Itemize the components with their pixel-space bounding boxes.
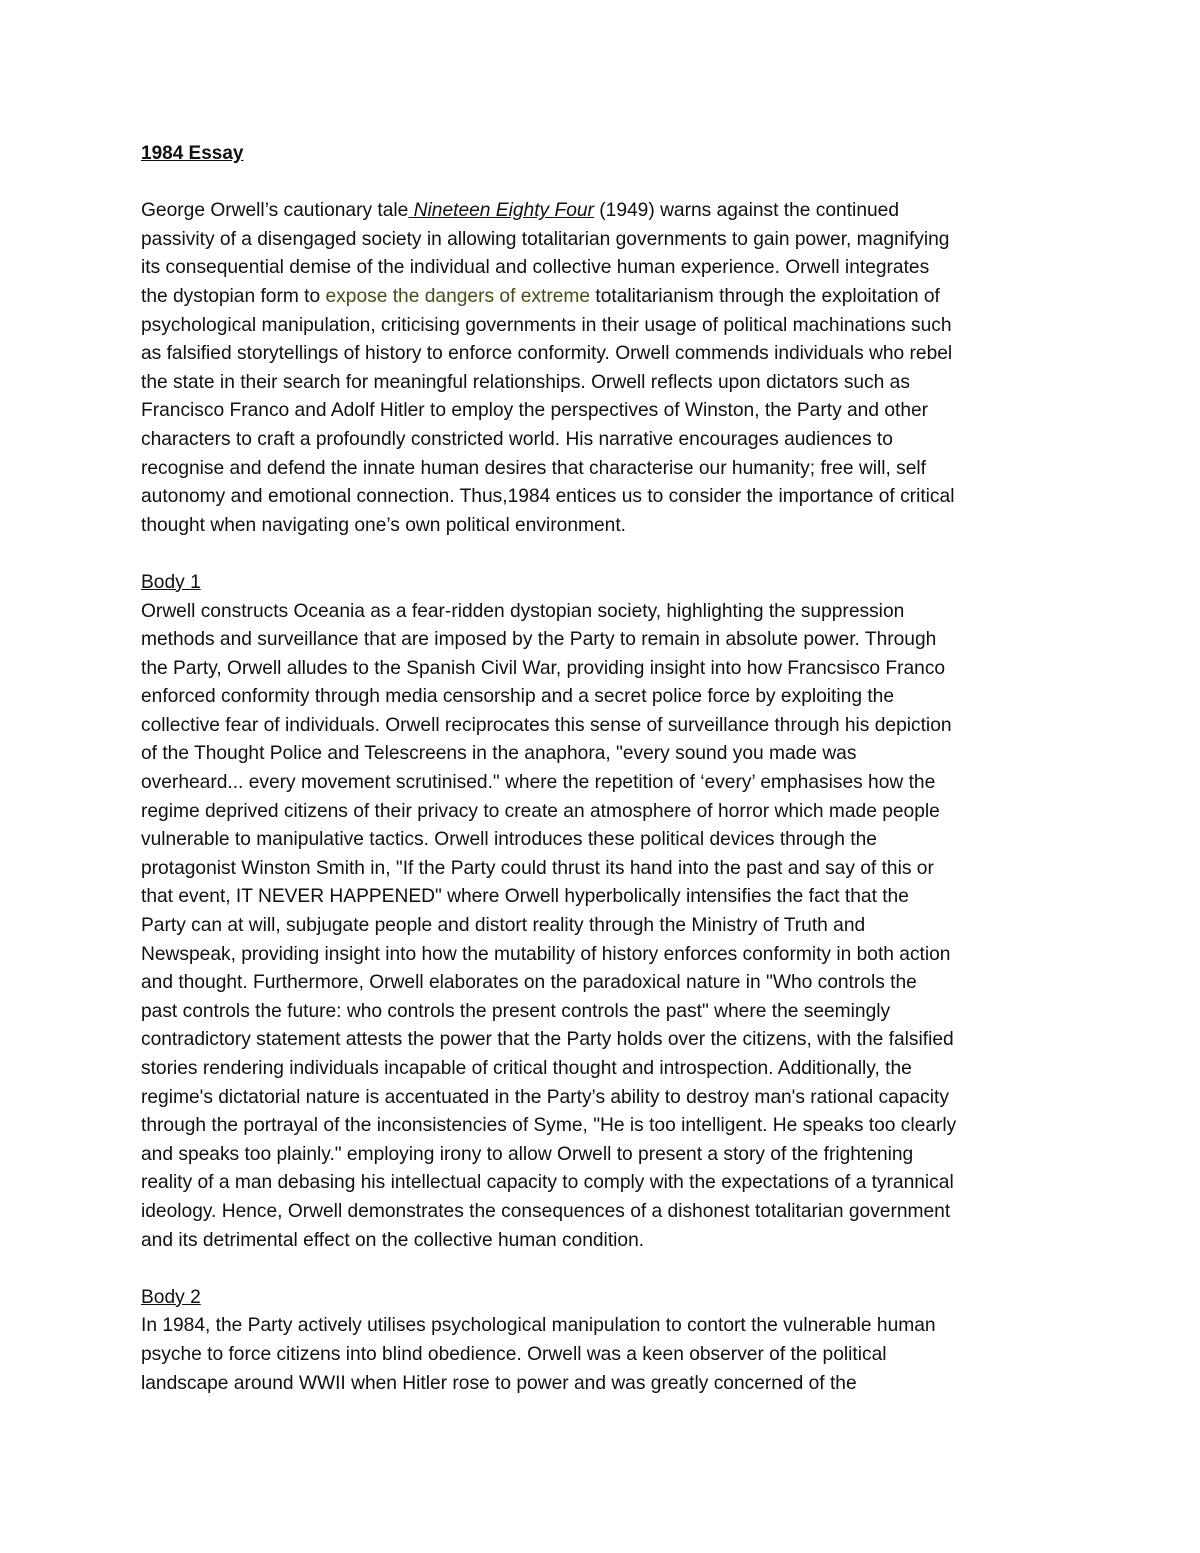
body-1-paragraph	[141, 598, 1071, 1256]
body-1-heading: Body 1	[141, 571, 201, 593]
paragraph-line: regime deprived citizens of their privacy to create an atmosphere of horror which made people	[141, 800, 940, 822]
paragraph-line: overheard... every movement scrutinised." where the repetition of ‘every’ emphasises how the	[141, 772, 936, 794]
paragraph-line: protagonist Winston Smith in, "If the Party could thrust its hand into the past and say of this or	[141, 857, 934, 879]
intro-line-5: psychological manipulation, criticising governments in their usage of political machinations such	[141, 314, 952, 336]
essay-title: 1984 Essay	[141, 143, 244, 164]
intro-text: the dystopian form to	[141, 285, 326, 307]
paragraph-line: methods and surveillance that are imposed by the Party to remain in absolute power. Through	[141, 629, 937, 651]
paragraph-line: Party can at will, subjugate people and distort reality through the Ministry of Truth and	[141, 915, 866, 937]
highlighted-text: expose the dangers of extreme	[325, 285, 591, 307]
blank-line	[141, 540, 1071, 569]
intro-line-12: thought when navigating one’s own political environment.	[141, 514, 626, 536]
paragraph-line: vulnerable to manipulative tactics. Orwell introduces these political devices through the	[141, 829, 877, 851]
paragraph-line: past controls the future: who controls the present controls the past" where the seemingly	[141, 1000, 891, 1022]
paragraph-line: the Party, Orwell alludes to the Spanish Civil War, providing insight into how Francsisco Franco	[141, 657, 946, 679]
paragraph-line: Orwell constructs Oceania as a fear-ridden dystopian society, highlighting the suppression	[141, 600, 905, 622]
paragraph-line: regime's dictatorial nature is accentuated in the Party’s ability to destroy man's rational capacity	[141, 1086, 949, 1108]
paragraph-line: and thought. Furthermore, Orwell elaborates on the paradoxical nature in "Who controls the	[141, 972, 917, 994]
intro-line-10: recognise and defend the innate human desires that characterise our humanity; free will, self	[141, 457, 927, 479]
intro-line-1	[141, 197, 1071, 226]
paragraph-line: reality of a man debasing his intellectual capacity to comply with the expectations of a tyrannical	[141, 1172, 954, 1194]
intro-line-8: Francisco Franco and Adolf Hitler to employ the perspectives of Winston, the Party and other	[141, 400, 929, 422]
intro-line-7: the state in their search for meaningful relationships. Orwell reflects upon dictators such as	[141, 371, 910, 393]
blank-line	[141, 1255, 1071, 1284]
paragraph-line: In 1984, the Party actively utilises psychological manipulation to contort the vulnerable human	[141, 1315, 936, 1337]
intro-paragraph	[141, 197, 1071, 540]
paragraph-line: of the Thought Police and Telescreens in the anaphora, "every sound you made was	[141, 743, 857, 765]
blank-line	[141, 169, 1071, 198]
paragraph-line: enforced conformity through media censorship and a secret police force by exploiting the	[141, 686, 894, 708]
intro-text: George Orwell’s cautionary tale	[141, 200, 409, 222]
intro-line-9: characters to craft a profoundly constricted world. His narrative encourages audiences to	[141, 428, 893, 450]
paragraph-line: landscape around WWII when Hitler rose to power and was greatly concerned of the	[141, 1372, 857, 1394]
paragraph-line: collective fear of individuals. Orwell reciprocates this sense of surveillance through his depiction	[141, 714, 952, 736]
paragraph-line: Newspeak, providing insight into how the mutability of history enforces conformity in both action	[141, 943, 951, 965]
intro-text: (1949) warns against the continued	[593, 200, 899, 222]
intro-line-3: its consequential demise of the individual and collective human experience. Orwell integrates	[141, 257, 930, 279]
paragraph-line: stories rendering individuals incapable of critical thought and introspection. Additionally, the	[141, 1058, 912, 1079]
paragraph-line: through the portrayal of the inconsistencies of Syme, "He is too intelligent. He speaks too clearly	[141, 1115, 957, 1137]
intro-line-11: autonomy and emotional connection. Thus,1984 entices us to consider the importance of critical	[141, 486, 955, 508]
intro-line-2: passivity of a disengaged society in allowing totalitarian governments to gain power, magnifying	[141, 228, 950, 250]
paragraph-line: contradictory statement attests the power that the Party holds over the citizens, with the falsified	[141, 1029, 954, 1051]
intro-text: totalitarianism through the exploitation of	[590, 285, 940, 307]
paragraph-line: and speaks too plainly." employing irony to allow Orwell to present a story of the frightening	[141, 1143, 914, 1165]
intro-line-6: as falsified storytellings of history to enforce conformity. Orwell commends individuals who rebel	[141, 343, 953, 365]
body-2-heading: Body 2	[141, 1286, 201, 1308]
paragraph-line: ideology. Hence, Orwell demonstrates the consequences of a dishonest totalitarian government	[141, 1200, 951, 1222]
paragraph-line: psyche to force citizens into blind obedience. Orwell was a keen observer of the political	[141, 1343, 887, 1365]
intro-line-4	[141, 283, 1071, 312]
body-2-paragraph	[141, 1312, 1071, 1398]
paragraph-line: and its detrimental effect on the collective human condition.	[141, 1229, 645, 1251]
book-title: Nineteen Eighty Four	[408, 200, 594, 222]
document-page	[141, 140, 1071, 1398]
paragraph-line: that event, IT NEVER HAPPENED" where Orwell hyperbolically intensifies the fact that the	[141, 886, 909, 908]
